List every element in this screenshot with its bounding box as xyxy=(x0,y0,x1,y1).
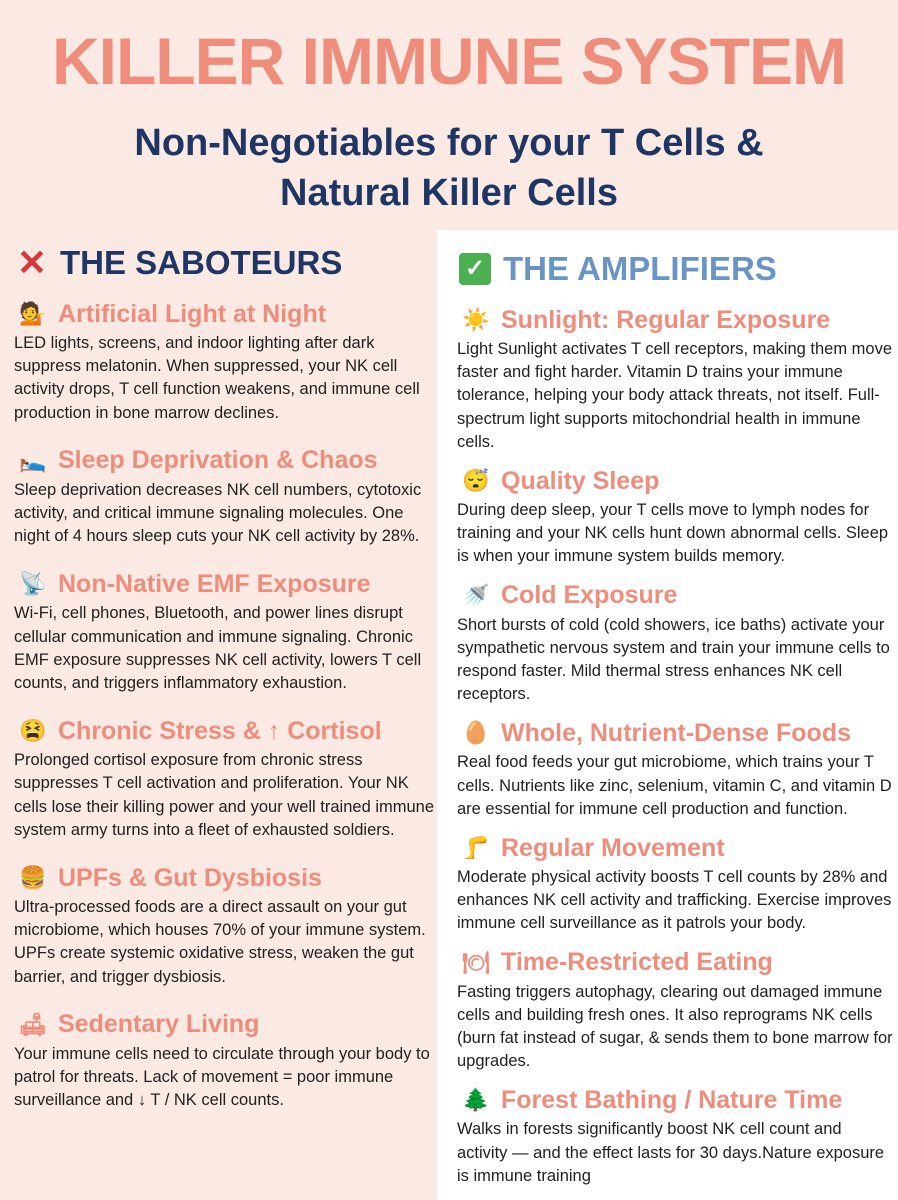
check-mark-icon: ✓ xyxy=(457,251,493,287)
amplifier-item xyxy=(457,578,893,707)
amplifier-item-text: Walks in forests significantly boost NK cell count and activity — and the effect lasts for 30 days.Nature exposure is immune training xyxy=(457,1120,885,1185)
saboteur-item-heading xyxy=(14,566,436,602)
amplifier-item-heading xyxy=(457,945,893,981)
amplifier-item xyxy=(457,945,893,1074)
antenna-icon: 📡 xyxy=(19,571,47,597)
amplifier-item-heading xyxy=(457,715,893,751)
shower-icon: 🚿 xyxy=(462,582,490,608)
sleeping-person-icon: 😴 xyxy=(462,468,490,494)
couch-icon: 🛋 xyxy=(19,1011,47,1037)
saboteur-item xyxy=(14,1007,436,1113)
amplifiers-heading xyxy=(457,246,893,292)
amplifier-item xyxy=(457,463,893,569)
amplifier-item xyxy=(457,302,893,454)
saboteur-item-text: Your immune cells need to circulate through your body to patrol for threats. Lack of movement = poor immune surveillance and ↓ T / NK cell counts. xyxy=(14,1044,430,1110)
amplifier-item-heading xyxy=(457,302,893,338)
saboteur-item xyxy=(14,860,436,989)
saboteurs-column xyxy=(14,240,436,1130)
saboteur-item-title: Sedentary Living xyxy=(58,1010,260,1039)
subtitle-line-2: Natural Killer Cells xyxy=(280,172,618,214)
amplifier-item-title: Sunlight: Regular Exposure xyxy=(501,305,831,334)
saboteur-item-text: Prolonged cortisol exposure from chronic stress suppresses T cell activation and proliferation. Your NK cells lose their killing power and your well trained immune system army turns into a fleet of exhausted soldiers. xyxy=(14,751,435,839)
saboteur-item-text: LED lights, screens, and indoor lighting after dark suppress melatonin. When suppressed, your NK cell activity drops, T cell function weakens, and immune cell production in bone marrow declines. xyxy=(14,334,420,422)
stressed-worker-icon: 😫 xyxy=(19,718,47,744)
amplifiers-column xyxy=(457,246,893,1197)
saboteur-item-text: Sleep deprivation decreases NK cell numbers, cytotoxic activity, and critical immune signaling molecules. One night of 4 hours sleep cuts your NK cell activity by 28%. xyxy=(14,480,422,546)
saboteur-item-title: Artificial Light at Night xyxy=(58,299,327,328)
subtitle-line-1: Non-Negotiables for your T Cells & xyxy=(134,122,764,164)
eggs-icon: 🥚 xyxy=(462,720,490,746)
amplifier-item-text: Moderate physical activity boosts T cell counts by 28% and enhances NK cell activity and trafficking. Exercise improves immune cell surveillance as it patrols your body. xyxy=(457,868,892,933)
saboteur-item-title: Chronic Stress & ↑ Cortisol xyxy=(58,716,382,745)
amplifier-item-title: Quality Sleep xyxy=(501,466,660,495)
page-title: KILLER IMMUNE SYSTEM xyxy=(51,24,846,98)
amplifier-item xyxy=(457,830,893,936)
clock-plate-icon: 🍽 xyxy=(462,949,490,975)
saboteurs-heading xyxy=(14,240,436,286)
saboteur-item-heading xyxy=(14,713,436,749)
saboteur-item-text: Ultra-processed foods are a direct assault on your gut microbiome, which houses 70% of your immune system. UPFs create systemic oxidative stress, weaken the gut barrier, and trigger dysbiosis. xyxy=(14,898,426,986)
page-subtitle xyxy=(0,118,898,218)
amplifiers-heading-text: THE AMPLIFIERS xyxy=(503,250,777,287)
amplifier-item-text: Short bursts of cold (cold showers, ice baths) activate your sympathetic nervous system and train your immune cells to respond faster. Mild thermal stress enhances NK cell receptors. xyxy=(457,615,890,704)
saboteur-item-text: Wi-Fi, cell phones, Bluetooth, and power lines disrupt cellular communication and immune signaling. Chronic EMF exposure suppresses NK cell activity, lowers T cell counts, and triggers inflammatory exhaustion. xyxy=(14,604,422,693)
burger-fries-icon: 🍔 xyxy=(19,865,47,891)
forest-icon: 🌲 xyxy=(462,1087,490,1113)
amplifier-item-title: Regular Movement xyxy=(501,833,725,862)
amplifier-item-heading xyxy=(457,578,893,614)
saboteur-item-heading xyxy=(14,860,436,896)
amplifier-item-title: Whole, Nutrient-Dense Foods xyxy=(501,718,851,747)
amplifier-item-title: Cold Exposure xyxy=(501,581,678,610)
saboteur-item-heading xyxy=(14,1007,436,1043)
amplifier-item-title: Time-Restricted Eating xyxy=(501,948,773,977)
saboteur-item-title: Sleep Deprivation & Chaos xyxy=(58,446,378,475)
amplifier-item-heading xyxy=(457,1082,893,1118)
amplifier-item-title: Forest Bathing / Nature Time xyxy=(501,1085,843,1114)
saboteur-item xyxy=(14,566,436,695)
amplifier-item-heading xyxy=(457,463,893,499)
sun-icon: ☀️ xyxy=(462,307,490,332)
saboteur-item-title: Non-Native EMF Exposure xyxy=(58,569,371,598)
saboteur-item xyxy=(14,713,436,842)
walking-legs-icon: 🦵 xyxy=(462,835,490,861)
amplifier-item xyxy=(457,715,893,821)
amplifier-item-text: Fasting triggers autophagy, clearing out damaged immune cells and building fresh ones. It also reprograms NK cells (burn fat instead of sugar, & sends them to bone marrow for upgrades. xyxy=(457,982,893,1071)
amplifier-item-text: Real food feeds your gut microbiome, which trains your T cells. Nutrients like zinc, selenium, vitamin C, and vitamin D are essential for immune cell production and function. xyxy=(457,753,892,818)
amplifier-item-heading xyxy=(457,830,893,866)
saboteur-item xyxy=(14,296,436,425)
amplifier-item-text: Light Sunlight activates T cell receptors, making them move faster and fight harder. Vitamin D trains your immune tolerance, helping your body attack threats, not itself. Full-spectrum light supports mitochondrial health in immune cells. xyxy=(457,340,893,451)
saboteur-item-title: UPFs & Gut Dysbiosis xyxy=(58,863,322,892)
saboteurs-heading-text: THE SABOTEURS xyxy=(60,244,343,281)
saboteur-item-heading xyxy=(14,443,436,479)
saboteur-item xyxy=(14,443,436,549)
amplifier-item-text: During deep sleep, your T cells move to lymph nodes for training and your NK cells hunt down abnormal cells. Sleep is when your immune system builds memory. xyxy=(457,501,889,566)
cross-mark-icon: ✕ xyxy=(16,242,48,283)
woman-with-phone-icon: 💁 xyxy=(19,301,47,326)
amplifier-item xyxy=(457,1082,893,1188)
bed-icon: 🛌 xyxy=(19,447,47,473)
saboteur-item-heading xyxy=(14,296,436,332)
